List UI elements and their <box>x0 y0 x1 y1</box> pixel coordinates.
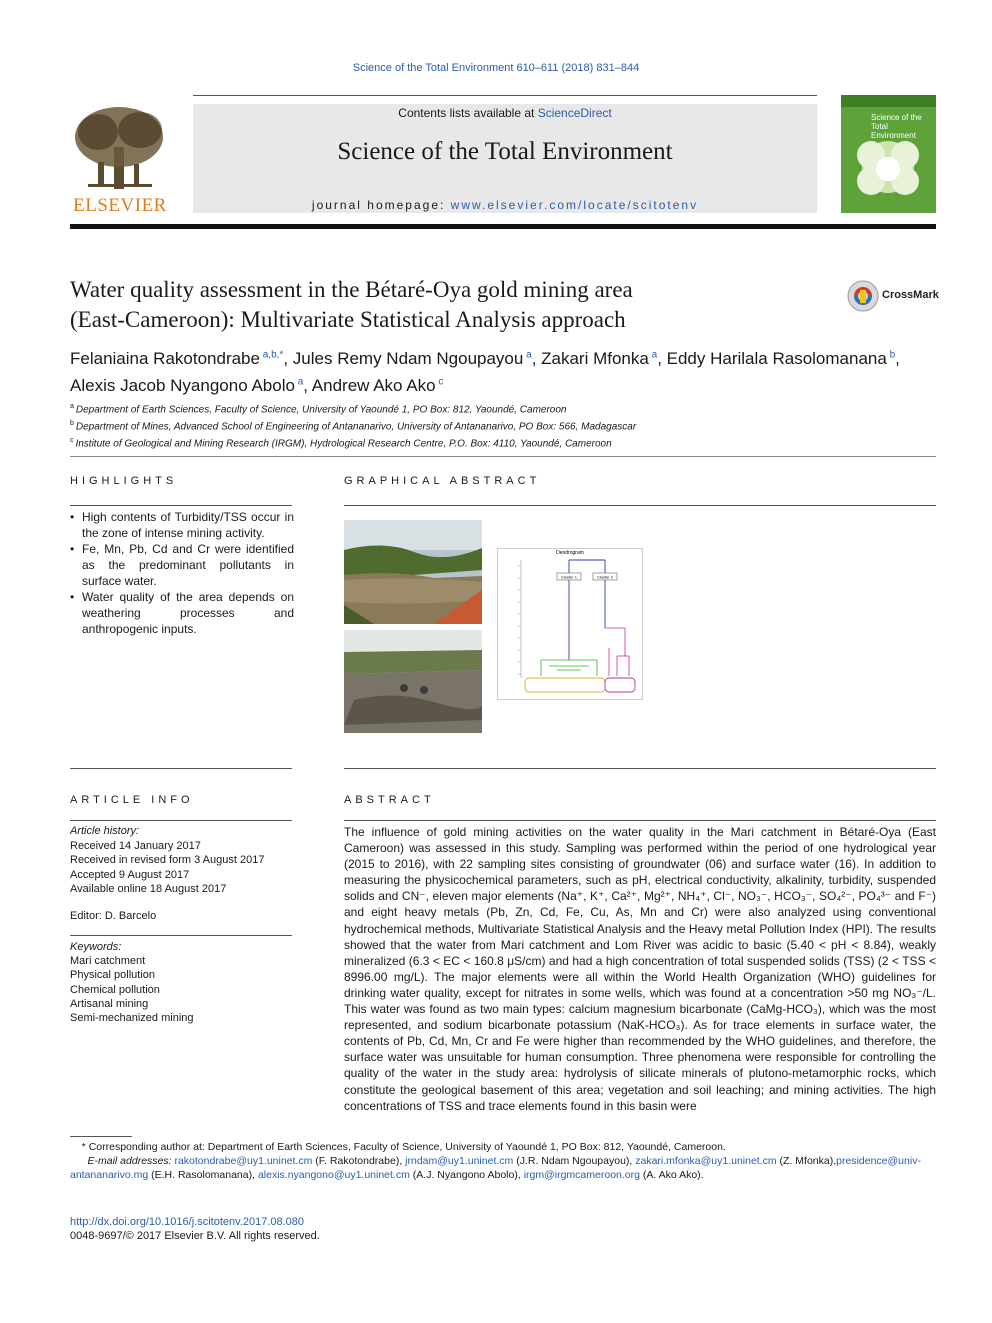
highlights-heading: HIGHLIGHTS <box>70 475 178 487</box>
affiliation-key: c <box>70 436 76 444</box>
abstract-top-rule <box>344 768 936 769</box>
author-separator: , <box>283 348 293 368</box>
contents-prefix: Contents lists available at <box>398 106 538 120</box>
email-owner: (A.J. Nyangono Abolo), <box>409 1169 524 1181</box>
author-name[interactable]: Alexis Jacob Nyangono Abolo <box>70 376 295 396</box>
affiliation-key: a <box>70 403 76 410</box>
graphical-abstract-heading: GRAPHICAL ABSTRACT <box>344 475 541 487</box>
highlight-item <box>70 589 294 637</box>
river-photo <box>344 520 482 624</box>
header-thick-rule <box>70 224 936 229</box>
doi-link[interactable]: http://dx.doi.org/10.1016/j.scitotenv.2017.08.080 <box>70 1216 305 1228</box>
article-title <box>70 275 770 335</box>
author-affiliation-mark[interactable]: a <box>523 349 532 360</box>
keyword-item: Physical pollution <box>70 969 155 982</box>
email-addresses <box>70 1154 936 1182</box>
affiliation-item <box>70 417 940 434</box>
journal-cover[interactable] <box>841 95 936 213</box>
keyword-item: Semi-mechanized mining <box>70 1012 194 1025</box>
email-owner: (J.R. Ndam Ngoupayou), <box>513 1155 636 1167</box>
email-link[interactable]: irgm@irgmcameroon.org <box>523 1169 640 1181</box>
history-item: Accepted 9 August 2017 <box>70 868 190 881</box>
highlight-text: Water quality of the area depends on weathering processes and anthropogenic inputs. <box>82 590 294 636</box>
email-owner: (A. Ako Ako). <box>639 1169 704 1181</box>
email-owner: (Z. Mfonka), <box>776 1155 837 1167</box>
title-line-1: Water quality assessment in the Bétaré-Oya gold mining area <box>70 277 633 302</box>
author-name[interactable]: Jules Remy Ndam Ngoupayou <box>292 348 524 368</box>
highlight-item <box>70 509 294 541</box>
author-line <box>70 376 443 395</box>
cluster-1-label: Cluster 1 <box>560 574 578 580</box>
email-link[interactable]: rakotondrabe@uy1.uninet.cm <box>174 1155 313 1167</box>
highlight-text: High contents of Turbidity/TSS occur in the zone of intense mining activity. <box>82 510 294 540</box>
email-owner: (E.H. Rasolomanana), <box>148 1169 258 1181</box>
bullet-icon: • <box>70 542 75 556</box>
issn-copyright: 0048-9697/© 2017 Elsevier B.V. All rights reserved. <box>70 1230 320 1242</box>
author-line <box>70 349 900 368</box>
keyword-item: Artisanal mining <box>70 997 149 1010</box>
keywords-label: Keywords: <box>70 941 122 953</box>
keyword-list <box>70 954 292 1025</box>
author-affiliation-mark[interactable]: c <box>435 376 444 388</box>
journal-citation[interactable]: Science of the Total Environment 610–611 (2018) 831–844 <box>352 62 640 74</box>
author-affiliation-mark[interactable]: a,b,* <box>259 349 284 360</box>
affiliations <box>70 400 940 450</box>
affiliations-rule <box>70 456 936 457</box>
author-affiliation-mark[interactable]: b <box>886 349 896 360</box>
contents-line <box>193 106 817 120</box>
article-info-top-rule <box>70 768 292 769</box>
author-separator: , <box>303 376 312 396</box>
dendrogram-title: Dendrogram <box>556 550 584 556</box>
abstract-heading: ABSTRACT <box>344 794 435 806</box>
footnote-rule <box>70 1136 132 1137</box>
bullet-icon: • <box>70 510 75 524</box>
author-name[interactable]: Felaniaina Rakotondrabe <box>70 348 260 368</box>
article-info-heading: ARTICLE INFO <box>70 794 194 806</box>
history-item: Received 14 January 2017 <box>70 839 201 852</box>
bullet-icon: • <box>70 590 75 604</box>
journal-title: Science of the Total Environment <box>337 138 673 165</box>
abstract-rule <box>344 820 936 821</box>
author-affiliation-mark[interactable]: a <box>648 349 658 360</box>
corresponding-author-note: * Corresponding author at: Department of Earth Sciences, Faculty of Science, University of Yaoundé 1, PO Box: 812, Yaoundé, Cameroon. <box>70 1141 726 1153</box>
cluster-2-label: Cluster 2 <box>596 574 614 580</box>
history-list <box>70 839 292 897</box>
cover-title: Science of the Total Environment <box>871 113 922 140</box>
affiliation-key: b <box>70 419 76 427</box>
author-separator: , <box>657 348 667 368</box>
author-list <box>70 343 950 398</box>
author-separator: , <box>895 348 900 368</box>
homepage-prefix: journal homepage: <box>311 198 451 212</box>
keywords-rule <box>70 935 292 936</box>
highlight-text: Fe, Mn, Pb, Cd and Cr were identified as the predominant pollutants in surface water. <box>82 542 294 588</box>
dendrogram-figure <box>497 548 643 700</box>
crossmark-icon <box>846 279 880 313</box>
email-link[interactable]: zakari.mfonka@uy1.uninet.cm <box>635 1155 777 1167</box>
journal-homepage <box>193 198 817 212</box>
highlight-item <box>70 541 294 589</box>
keywords <box>70 940 292 1025</box>
footnotes <box>70 1140 936 1182</box>
highlights-list <box>70 509 294 637</box>
editor: Editor: D. Barcelo <box>70 910 157 922</box>
article-info-rule <box>70 820 292 821</box>
affiliation-text: Department of Earth Sciences, Faculty of Science, University of Yaoundé 1, PO Box: 812, Yaoundé, Cameroon <box>75 404 567 416</box>
author-name[interactable]: Eddy Harilala Rasolomanana <box>666 348 887 368</box>
history-item: Received in revised form 3 August 2017 <box>70 854 265 866</box>
abstract-text: The influence of gold mining activities on the water quality in the Mari catchment in Bétaré-Oya (East Cameroon) was assessed in this study. Sampling was performed within the period of one hydrological year (2015 to 2016), with 22 sampling sites consisting of groundwater (06) and surface water (16). In addition to measuring the physicochemical parameters, such as pH, electrical conductivity, alkalinity, turbidity, suspended solids and CN⁻, eleven major elements (Na⁺, K⁺, Ca²⁺, Mg²⁺, NH₄⁺, Cl⁻, NO₃⁻, HCO₃⁻, SO₄²⁻, PO₄³⁻ and F⁻) and eight heavy metals (Pb, Zn, Cd, Fe, Cu, As, Mn and Cr) were also analyzed using conventional hydrochemical methods, Multivariate Statistical Analysis and the Heavy metal Pollution Index (HPI). The results showed that the water from Mari catchment and Lom River was acidic to basic (5.40 < pH < 8.84), weakly mineralized (6.3 < EC < 160.8 μS/cm) and had a high concentration of total suspended solids (TSS) (2 < TSS < 8996.00 mg/L). The major elements were all within the World Health Organization (WHO) guidelines for drinking water quality, except for nitrates in some wells, which was found at a concentration >50 mg NO₃⁻/L. This water was found as two main types: calcium magnesium bicarbonate (CaMg-HCO₃), which was the most represented, and sodium bicarbonate potassium (NaK-HCO₃). As for trace elements in surface water, the contents of Pb, Cd, Mn, Cr and Fe were higher than recommended by the WHO guidelines, and therefore, the surface water was unsuitable for human consumption. Three phenomena were responsible for controlling the quality of the water in the study area: hydrolysis of silicate minerals of plutono-metamorphic rocks, which constitute the geological basement of this area; vegetation and soil leaching; and mining activities. The high concentrations of TSS and trace elements found in this basin were <box>344 825 936 1113</box>
email-label: E-mail addresses: <box>70 1155 175 1167</box>
elsevier-wordmark: ELSEVIER <box>73 195 167 216</box>
affiliation-text: Department of Mines, Advanced School of Engineering of Antananarivo, University of Antananarivo, PO Box: 566, Madagascar <box>75 421 637 433</box>
corresponding-text: Corresponding author at: Department of Earth Sciences, Faculty of Science, University of Yaoundé 1, PO Box: 812, Yaoundé, Cameroon. <box>88 1141 726 1153</box>
dendrogram-frame <box>498 549 643 700</box>
header-rule <box>193 95 817 96</box>
email-link[interactable]: presidence@univ-antananarivo.mg <box>70 1155 921 1181</box>
crossmark-label[interactable]: CrossMark <box>882 289 939 301</box>
email-owner: (F. Rakotondrabe), <box>312 1155 406 1167</box>
email-link[interactable]: jrndam@uy1.uninet.cm <box>405 1155 514 1167</box>
author-name[interactable]: Zakari Mfonka <box>541 348 649 368</box>
affiliation-item <box>70 400 940 417</box>
highlights-rule <box>70 505 292 506</box>
article-history <box>70 824 292 897</box>
author-affiliation-mark[interactable]: a <box>294 376 304 388</box>
graphical-abstract-rule <box>344 505 936 506</box>
email-link[interactable]: alexis.nyangono@uy1.uninet.cm <box>257 1169 410 1181</box>
affiliation-text: Institute of Geological and Mining Research (IRGM), Hydrological Research Centre, P.O. Box: 4110, Yaoundé, Cameroon <box>75 437 612 449</box>
affiliation-item <box>70 434 940 451</box>
history-label: Article history: <box>70 825 140 837</box>
history-item: Available online 18 August 2017 <box>70 883 227 895</box>
keyword-item: Mari catchment <box>70 955 146 968</box>
title-line-2: (East-Cameroon): Multivariate Statistical Analysis approach <box>70 307 626 332</box>
mining-site-photo <box>344 630 482 733</box>
keyword-item: Chemical pollution <box>70 983 160 996</box>
sciencedirect-link[interactable]: ScienceDirect <box>537 106 612 120</box>
elsevier-logo[interactable] <box>68 102 172 214</box>
homepage-link[interactable]: www.elsevier.com/locate/scitotenv <box>450 198 699 212</box>
author-separator: , <box>531 348 542 368</box>
author-name[interactable]: Andrew Ako Ako <box>311 376 436 396</box>
